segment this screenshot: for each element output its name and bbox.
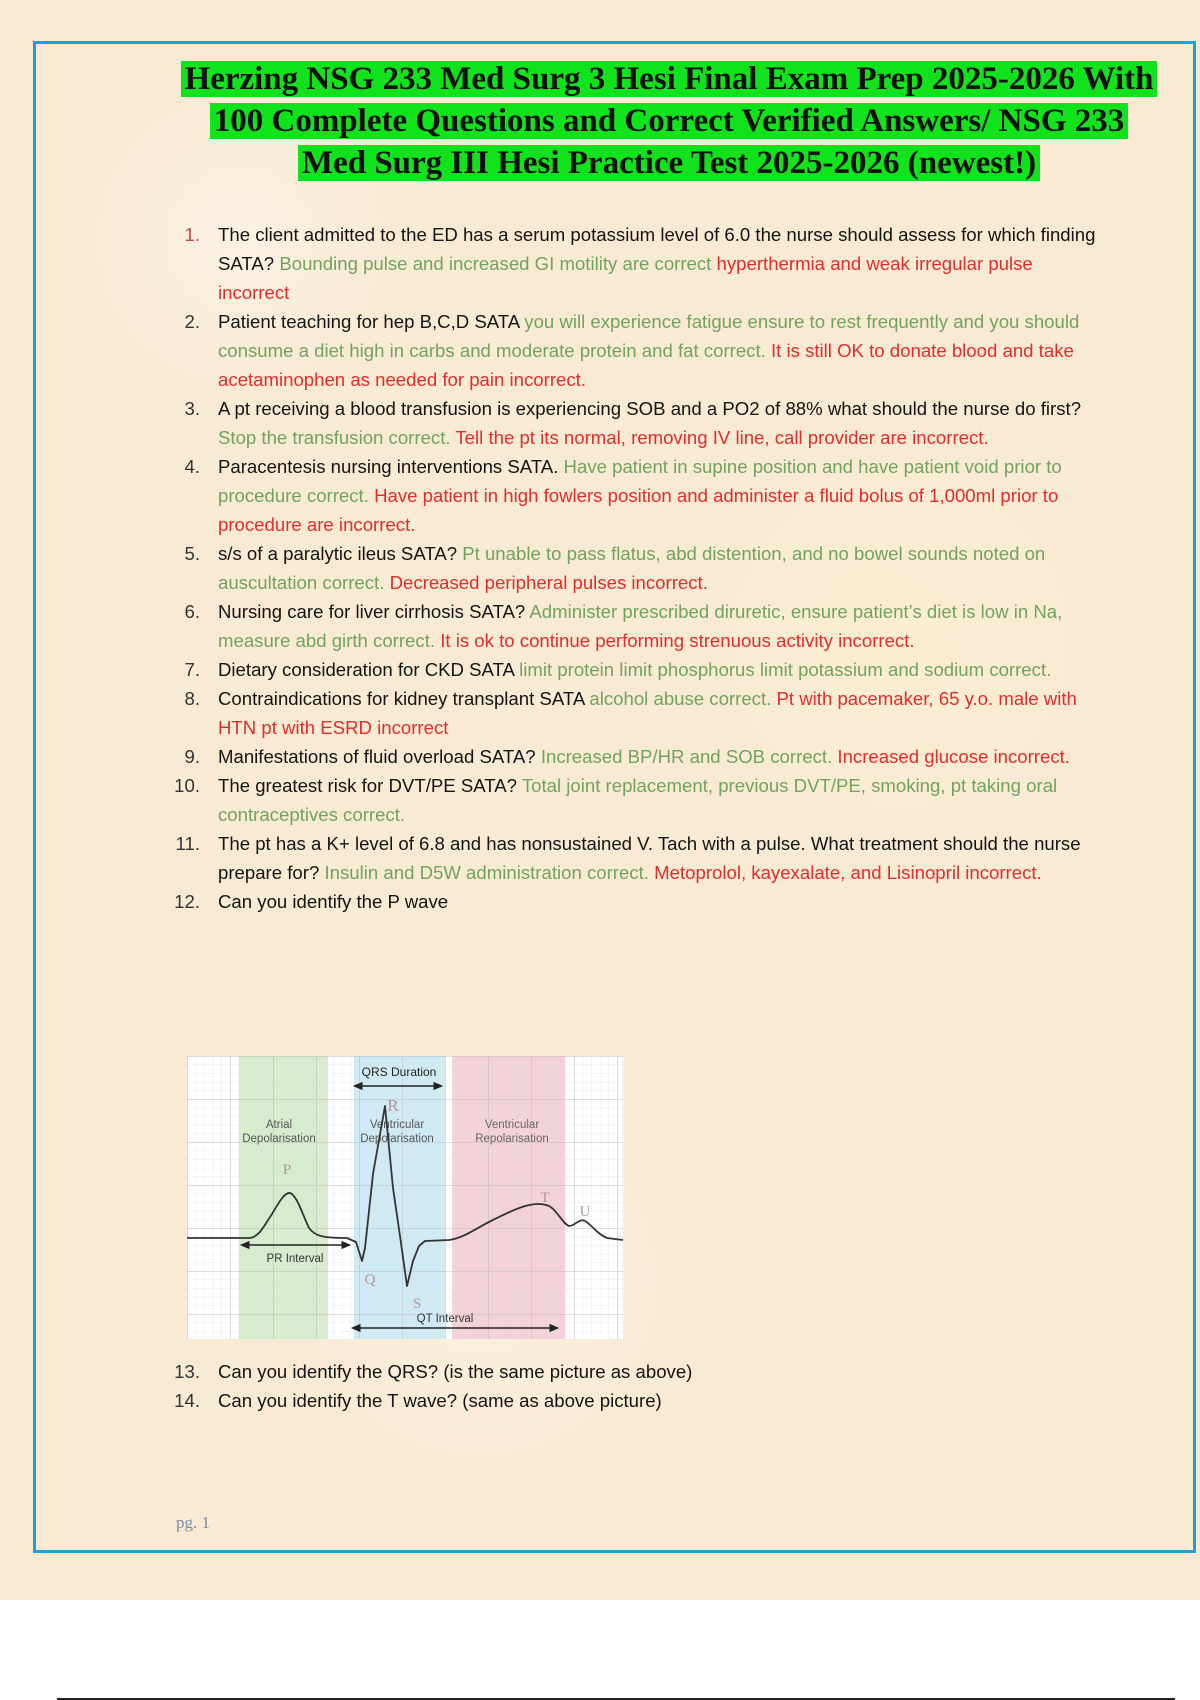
question-text: Dietary consideration for CKD SATA [218, 659, 514, 680]
question-text: A pt receiving a blood transfusion is experiencing SOB and a PO2 of 88% what should the nurse do first? [218, 398, 1082, 419]
question-item [168, 684, 1103, 742]
question-number: 13. [174, 1361, 200, 1382]
question-item [168, 655, 1103, 684]
incorrect-answer: Increased glucose incorrect. [837, 746, 1070, 767]
pr-interval-label: PR Interval [266, 1253, 324, 1265]
question-text: The pt has a K+ level of 6.8 and has nonsustained V. Tach with a pulse. What treatment should the nurse prepare for? [218, 833, 1081, 883]
wave-u-label: U [579, 1204, 591, 1220]
question-text: Can you identify the P wave [218, 891, 449, 912]
question-text: Nursing care for liver cirrhosis SATA? [218, 601, 526, 622]
question-number: 5. [184, 543, 200, 564]
incorrect-answer: hyperthermia and weak irregular pulse incorrect [218, 253, 1033, 303]
page-number: pg. 1 [176, 1513, 210, 1532]
incorrect-answer: Decreased peripheral pulses incorrect. [389, 572, 708, 593]
correct-answer: Stop the transfusion correct. [218, 427, 451, 448]
correct-answer: Insulin and D5W administration correct. [324, 862, 649, 883]
correct-answer: Total joint replacement, previous DVT/PE, smoking, pt taking oral contraceptives correct. [218, 775, 1058, 825]
wave-p-label: P [282, 1162, 292, 1178]
question-item [168, 829, 1103, 887]
wave-q-label: Q [364, 1272, 376, 1288]
document-title [176, 58, 1162, 184]
question-list-continued [168, 1357, 1103, 1415]
question-item [168, 1386, 1103, 1415]
question-number: 3. [184, 398, 200, 419]
incorrect-answer: It is ok to continue performing strenuous activity incorrect. [440, 630, 915, 651]
question-item [168, 742, 1103, 771]
question-text: The client admitted to the ED has a serum potassium level of 6.0 the nurse should assess for which finding SATA? [218, 224, 1096, 274]
qrs-duration-label: QRS Duration [361, 1065, 437, 1079]
ventricular-rep-label-2: Repolarisation [475, 1133, 549, 1145]
question-text: Patient teaching for hep B,C,D SATA [218, 311, 520, 332]
question-number: 8. [184, 688, 200, 709]
question-text: Contraindications for kidney transplant SATA [218, 688, 585, 709]
question-number: 4. [184, 456, 200, 477]
question-number: 14. [174, 1390, 200, 1411]
correct-answer: Bounding pulse and increased GI motility are correct [279, 253, 712, 274]
question-item [168, 771, 1103, 829]
incorrect-answer: It is still OK to donate blood and take acetaminophen as needed for pain incorrect. [218, 340, 1074, 390]
question-item [168, 597, 1103, 655]
question-number: 2. [184, 311, 200, 332]
correct-answer: alcohol abuse correct. [589, 688, 772, 709]
wave-t-label: T [540, 1190, 550, 1206]
question-text: Can you identify the QRS? (is the same picture as above) [218, 1361, 693, 1382]
incorrect-answer: Have patient in high fowlers position and administer a fluid bolus of 1,000ml prior to procedure are incorrect. [218, 485, 1059, 535]
ventricular-dep-label-1: Ventricular [369, 1119, 425, 1131]
incorrect-answer: Metoprolol, kayexalate, and Lisinopril incorrect. [654, 862, 1042, 883]
qt-interval-label: QT Interval [416, 1313, 474, 1325]
correct-answer: Administer prescribed diruretic, ensure patient’s diet is low in Na, measure abd girth correct. [218, 601, 1063, 651]
question-text: s/s of a paralytic ileus SATA? [218, 543, 458, 564]
ventricular-rep-label-1: Ventricular [484, 1119, 540, 1131]
ventricular-dep-label-2: Depolarisation [360, 1133, 434, 1145]
question-text: Manifestations of fluid overload SATA? [218, 746, 536, 767]
question-number: 9. [184, 746, 200, 767]
question-item [168, 220, 1103, 307]
correct-answer: Have patient in supine position and have patient void prior to procedure correct. [218, 456, 1062, 506]
wave-r-label: R [387, 1096, 399, 1115]
atrial-label-2: Depolarisation [242, 1133, 316, 1145]
question-list [168, 220, 1103, 916]
question-text: Can you identify the T wave? (same as above picture) [218, 1390, 662, 1411]
correct-answer: limit protein limit phosphorus limit potassium and sodium correct. [519, 659, 1052, 680]
correct-answer: Pt unable to pass flatus, abd distention, and no bowel sounds noted on auscultation correct. [218, 543, 1046, 593]
atrial-label-1: Atrial [265, 1119, 293, 1131]
question-number: 11. [175, 833, 200, 854]
question-number: 10. [174, 775, 200, 796]
incorrect-answer: Pt with pacemaker, 65 y.o. male with HTN pt with ESRD incorrect [218, 688, 1077, 738]
correct-answer: Increased BP/HR and SOB correct. [540, 746, 833, 767]
question-item [168, 1357, 1103, 1386]
question-number: 6. [184, 601, 200, 622]
question-number: 12. [174, 891, 200, 912]
question-item [168, 539, 1103, 597]
question-item [168, 394, 1103, 452]
question-item [168, 307, 1103, 394]
question-number: 7. [184, 659, 200, 680]
question-text: Paracentesis nursing interventions SATA. [218, 456, 559, 477]
correct-answer: you will experience fatigue ensure to rest frequently and you should consume a diet high in carbs and moderate protein and fat correct. [218, 311, 1080, 361]
question-item [168, 887, 1103, 916]
question-number: 1. [184, 224, 200, 245]
document-title-text: Herzing NSG 233 Med Surg 3 Hesi Final Exam Prep 2025-2026 With 100 Complete Questions and Correct Verified Answers/ NSG 233 Med Surg III Hesi Practice Test 2025-2026 (newest!) [181, 61, 1158, 181]
question-item [168, 452, 1103, 539]
question-text: The greatest risk for DVT/PE SATA? [218, 775, 517, 796]
ecg-diagram [187, 1056, 623, 1339]
wave-s-label: S [412, 1296, 422, 1312]
incorrect-answer: Tell the pt its normal, removing IV line, call provider are incorrect. [455, 427, 989, 448]
